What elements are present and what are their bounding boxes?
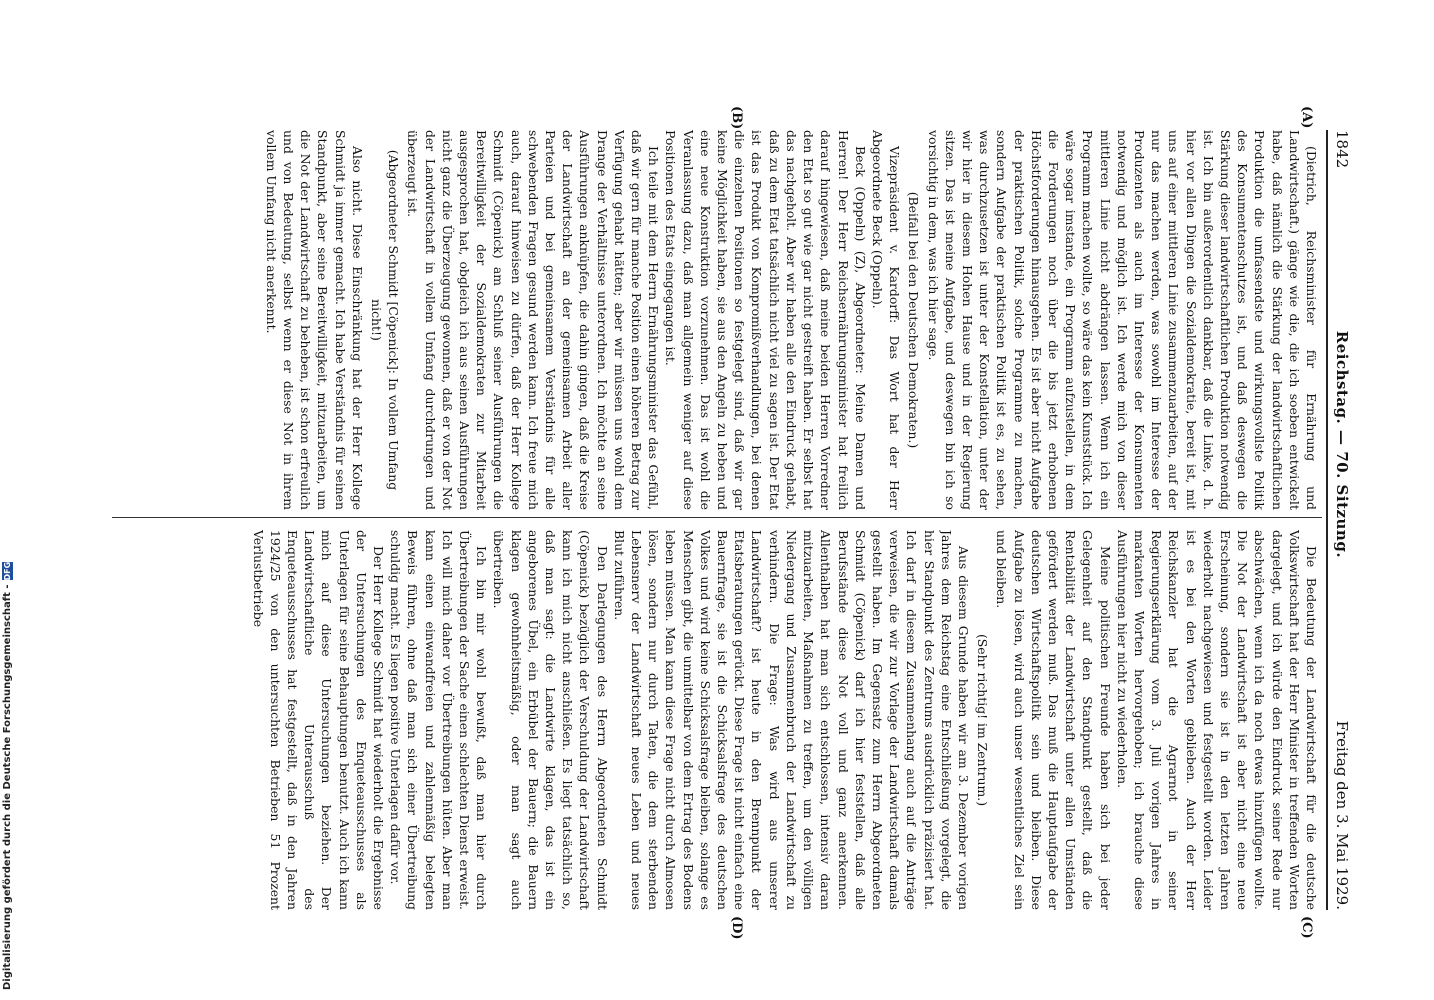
digitization-credit — [2, 561, 13, 990]
session-title: Reichstag. — 70. Sitzung. — [1333, 330, 1351, 559]
paragraph: Beck (Oppeln) (Z), Abgeordneter: Meine Damen und Herren! Der Herr Reichsernährungsminister hat freilich darauf hingewiesen, daß meine beiden Herren Vorredner den Etat so gut wie gar nicht gestreift haben. Er selbst hat das nachgeholt. Aber wir haben alle den Eindruck gehabt, daß zu dem Etat tatsächlich nicht viel zu sagen ist. Der Etat ist das Produkt von Kompromißverhandlungen, bei denen die einzelnen Positionen so festgelegt sind, daß wir gar keine Möglichkeit haben, sie aus den Angeln zu heben und eine neue Konstruktion vorzunehmen. Das ist wohl die Veranlassung dazu, daß man allgemein weniger auf diese Positionen des Etats eingegangen ist. — [663, 130, 868, 510]
paragraph: Meine politischen Freunde haben sich bei jeder Gelegenheit auf den Standpunkt gestellt, daß die Rentabilität der Landwirtschaft unter allen Umständen gefördert werden muß. Das muß die Hauptaufgabe der deutschen Wirtschaftspolitik sein und bleiben. Diese Aufgabe zu lösen, wird auch unser wesentliches Ziel sein und bleiben. — [994, 530, 1113, 910]
margin-marker-d: (D) — [729, 916, 744, 940]
dfg-logo-icon: DFG — [3, 561, 12, 581]
header-rule — [1326, 130, 1328, 910]
paragraph: Vizepräsident v. Kardorff: Das Wort hat der Herr Abgeordnete Beck (Oppeln). — [869, 130, 903, 510]
margin-marker-b: (B) — [729, 106, 744, 130]
paragraph: Aus diesem Grunde haben wir am 3. Dezember vorigen Jahres dem Reichstag eine Entschließung vorgelegt, die hier Standpunkt des Zentrums ausdrücklich präzisiert hat. Ich darf in diesem Zusammenhang auch auf die Anträge verweisen, die wir zur Vorlage der Landwirtschaft damals gestellt haben. Im Gegensatz zum Herrn Abgeordneten Schmidt (Cöpenick) darf ich hier feststellen, daß alle Berufsstände diese Not voll und ganz anerkennen. Allenthalben hat man sich entschlossen, intensiv daran mitzuarbeiten, Maßnahmen zu treffen, um den völligen Niedergang und Zusammenbruch der Landwirtschaft zu verhindern. Die Frage: Was wird aus unserer Landwirtschaft? ist heute in den Brennpunkt der Etatsberatungen gerückt. Diese Frage ist nicht einfach eine Bauernfrage, sie ist die Schicksalsfrage des deutschen Volkes und wird keine Schicksalsfrage bleiben, solange es Menschen gibt, die unmittelbar von dem Ertrag des Bodens leben müssen. Man kann diese Frage nicht durch Almosen lösen, sondern nur durch Taten, die dem sterbenden Lebensnerv der Landwirtschaft neues Leben und neues Blut zuführen. — [611, 530, 971, 910]
paragraph: Die Bedeutung der Landwirtschaft für die deutsche Volkswirtschaft hat der Herr Minister in treffenden Worten dargelegt, und ich würde den Eindruck seiner Rede nur abschwächen, wenn ich da noch etwas hinzufügen wollte. Die Not der Landwirtschaft ist aber nicht eine neue Erscheinung, sondern sie ist in den letzten Jahren wiederholt nachgewiesen und festgestellt worden. Leider ist es bei den Worten geblieben. Auch der Herr Reichskanzler hat die Agrarnot in seiner Regierungserklärung vom 3. Juli vorigen Jahres in markanten Worten hervorgehoben; ich brauche diese Ausführungen hier nicht zu wiederholen. — [1114, 530, 1319, 910]
page-header — [1330, 130, 1354, 910]
paragraph: Also nicht. Diese Einschränkung hat der Herr Kollege Schmidt ja immer gemacht. Ich habe Verständnis für seinen Standpunkt, aber seine Bereitwilligkeit, mitzuarbeiten, um die Not der Landwirtschaft zu beheben, ist schon erfreulich und von Bedeutung, selbst wenn er diese Not in ihrem vollem Umfang nicht anerkennt. — [263, 130, 365, 510]
margin-marker-c: (C) — [1299, 916, 1314, 939]
left-column — [120, 130, 1320, 510]
credit-text: Digitalisierung gefördert durch die Deutsche Forschungsgemeinschaft - — [2, 584, 13, 990]
paragraph: Ich teile mit dem Herrn Ernährungsminister das Gefühl, daß wir gern für manche Position einen höheren Betrag zur Verfügung gehabt hätten; aber wir müssen uns wohl dem Drange der Verhältnisse unterordnen. Ich möchte an seine Ausführungen anknüpfen, die dahin gingen, daß die Kreise der Landwirtschaft an der gemeinsamen Arbeit aller Parteien und bei gemeinsamem Verständnis für alle schwebenden Fragen gesund werden kann. Ich freue mich auch, darauf hinweisen zu dürfen, daß der Herr Kollege Schmidt (Cöpenick) am Schluß seiner Ausführungen die Bereitwilligkeit der Sozialdemokraten zur Mitarbeit ausgesprochen hat, obgleich ich aus seinen Ausführungen nicht ganz die Überzeugung gewonnen, daß er von der Not der Landwirtschaft in vollem Umfang durchdrungen und überzeugt ist. — [405, 130, 662, 510]
page-number: 1842 — [1333, 130, 1351, 169]
paragraph: Der Herr Kollege Schmidt hat wiederholt die Ergebnisse der Untersuchungen des Enqueteausschusses als Unterlagen für seine Behauptungen benutzt. Auch ich kann mich auf diese Untersuchungen beziehen. Der Landwirtschaftliche Unterausschuß des Enqueteausschusses hat festgestellt, daß in den Jahren 1924/25 von den untersuchten Betrieben 51 Prozent Verlustbetriebe — [250, 530, 387, 910]
applause-note: (Sehr richtig! im Zentrum.) — [975, 633, 991, 807]
paragraph: Den Darlegungen des Herrn Abgeordneten Schmidt (Cöpenick) bezüglich der Verschuldung der Landwirtschaft kann ich mich nicht anschließen. Es liegt tatsächlich so, daß man sagt: die Landwirte klagen, das ist ein angeborenes Übel, ein Erbübel der Bauern; die Bauern klagen gewohnheitsmäßig, oder man sagt auch übertreiben. — [491, 530, 610, 910]
session-date: Freitag den 3. Mai 1929. — [1333, 720, 1351, 910]
applause-note: (Beifall bei den Deutschen Demokraten.) — [906, 191, 922, 449]
interjection-note: (Abgeordneter Schmidt [Cöpenick]: In vollem Umfang nicht!) — [369, 149, 402, 491]
paragraph: (Dietrich, Reichsminister für Ernährung und Landwirtschaft.) gänge wie die, die ich soeben entwickelt habe, daß nämlich die Stärkung der landwirtschaftlichen Produktion die umfassendste und wirkungsvollste Politik des Konsumentenschutzes ist, und daß deswegen die Stärkung dieser landwirtschaftlichen Produktion notwendig ist. Ich bin außerordentlich dankbar, daß die Linke, d. h. hier vor allen Dingen die Sozialdemokratie, bereit ist, mit uns auf einer mittleren Linie zusammenzuarbeiten, auf der nur das machen werden, was sowohl im Interesse der Produzenten als auch im Interesse der Konsumenten notwendig und möglich ist. Ich werde mich von dieser mittleren Linie nicht abdrängen lassen. Wenn ich ein Programm machen wollte, so wäre das kein Kunststück. Ich wäre sogar imstande, ein Programm aufzustellen, in dem die Forderungen noch über die bis jetzt erhobenen Höchstforderungen hinausgehen. Es ist aber nicht Aufgabe der praktischen Politik, solche Programme zu machen, sondern Aufgabe der praktischen Politik ist es, zu sehen, was durchzusetzen ist unter der Konstellation, unter der wir hier in diesem Hohen Hause und in der Regierung sitzen. Das ist meine Aufgabe, und deswegen bin ich so vorsichtig in dem, was ich hier sage. — [925, 130, 1319, 510]
right-column — [120, 530, 1320, 910]
paragraph: Ich bin mir wohl bewußt, daß man hier durch Übertreibungen der Sache einen schlechten Dienst erweist. Ich will mich daher vor Übertreibungen hüten. Aber man kann einen einwandfreien und zahlenmäßig belegten Beweis führen, ohne daß man sich einer Übertreibung schuldig macht. Es liegen positive Unterlagen dafür vor. — [388, 530, 490, 910]
margin-marker-a: (A) — [1299, 106, 1314, 129]
column-divider — [112, 517, 1322, 518]
